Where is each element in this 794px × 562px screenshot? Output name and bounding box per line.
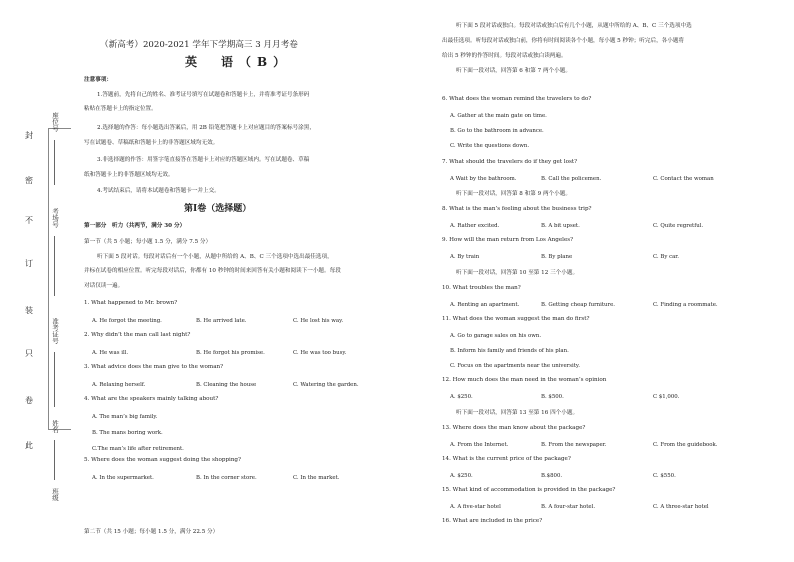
answer-option: C. $550. bbox=[653, 473, 676, 479]
volume-title: 第Ⅰ卷（选择题） bbox=[184, 204, 252, 214]
question-text: 5. Where does the woman suggest doing the shopping? bbox=[84, 457, 242, 463]
intro-line: 听下面 5 段对话或独白。每段对话或独白后有几个小题，从题中所给的 A、B、C 三个选项中选 bbox=[456, 23, 692, 29]
answer-option: B. From the newspaper. bbox=[541, 442, 607, 448]
name-blank bbox=[54, 440, 55, 480]
answer-option: B. A four-star hotel. bbox=[541, 504, 596, 510]
answer-option: A. Go to garage sales on his own. bbox=[450, 333, 542, 339]
seal-char: 装 bbox=[25, 306, 33, 315]
question-text: 8. What is the man’s feeling about the business trip? bbox=[442, 206, 592, 212]
answer-option: B. He forgot his promise. bbox=[196, 350, 265, 356]
question-text: 6. What does the woman remind the travelers to do? bbox=[442, 96, 592, 102]
answer-option: B. He arrived late. bbox=[196, 318, 247, 324]
answer-option: B. The mans boring work. bbox=[92, 430, 163, 436]
question-text: 16. What are included in the price? bbox=[442, 518, 543, 524]
answer-option: A. By train bbox=[450, 254, 480, 260]
question-text: 14. What is the current price of the package? bbox=[442, 456, 571, 462]
answer-option: B.$800. bbox=[541, 473, 563, 479]
part1-heading: 第一部分 听力（共两节，满分 30 分） bbox=[84, 223, 186, 229]
seal-char: 此 bbox=[25, 441, 33, 450]
notice-line: 1.答题前，先将自己的姓名、准考证号填写在试题卷和答题卡上，并将准考证号条形码 bbox=[97, 92, 310, 98]
binding-sidebar bbox=[0, 0, 70, 562]
exam-title: （新高考）2020-2021 学年下学期高三 3 月月考卷 bbox=[100, 40, 298, 50]
seal-char: 只 bbox=[25, 349, 33, 358]
binding-bracket bbox=[48, 128, 71, 430]
intro-note: 听下面一段对话，回答第 6 和第 7 两个小题。 bbox=[456, 68, 571, 74]
notice-line: 纸和答题卡上的非答题区域均无效。 bbox=[84, 172, 174, 178]
answer-option: C. By car. bbox=[653, 254, 680, 260]
admission-number-label: 准考证号 bbox=[51, 318, 59, 344]
question-text: 3. What advice does the man give to the woman? bbox=[84, 364, 224, 370]
instruction-line: 听下面 5 段对话。每段对话后有一个小题，从题中所给的 A、B、C 三个选项中选出最佳选项， bbox=[97, 254, 333, 260]
seal-char: 卷 bbox=[25, 396, 33, 405]
answer-option: C. Quite regretful. bbox=[653, 223, 704, 229]
seal-char: 密 bbox=[25, 176, 33, 185]
answer-option: A. $250. bbox=[450, 394, 473, 400]
answer-option: A. From the Internet. bbox=[450, 442, 509, 448]
answer-option: A. Gather at the main gate on time. bbox=[450, 113, 547, 119]
answer-option: A. $250. bbox=[450, 473, 473, 479]
answer-option: C. Focus on the apartments near the university. bbox=[450, 363, 580, 369]
question-text: 1. What happened to Mr. brown? bbox=[84, 300, 178, 306]
question-text: 12. How much does the man need in the woman’s opinion bbox=[442, 377, 607, 383]
question-text: 7. What should the travelers do if they get lost? bbox=[442, 159, 578, 165]
question-text: 10. What troubles the man? bbox=[442, 285, 521, 291]
answer-option: C. Contact the woman bbox=[653, 176, 714, 182]
admission-number-blank bbox=[54, 352, 55, 407]
instruction-line: 对话仅读一遍。 bbox=[84, 283, 124, 289]
listening-note: 听下面一段对话，回答第 13 至第 16 四个小题。 bbox=[456, 410, 579, 416]
listening-note: 听下面一段对话，回答第 10 至第 12 三个小题。 bbox=[456, 270, 579, 276]
seal-char: 不 bbox=[25, 216, 33, 225]
answer-option: B. A bit upset. bbox=[541, 223, 580, 229]
question-text: 15. What kind of accommodation is provided in the package? bbox=[442, 487, 616, 493]
answer-option: B. Cleaning the house bbox=[196, 382, 257, 388]
question-text: 13. Where does the man know about the package? bbox=[442, 425, 586, 431]
answer-option: B. Inform his family and friends of his plan. bbox=[450, 348, 569, 354]
answer-option: B. Call the policemen. bbox=[541, 176, 602, 182]
notice-line: 粘贴在答题卡上的指定位置。 bbox=[84, 106, 157, 112]
intro-line: 出最佳选项。听每段对话或独白前，你将有时间阅读各个小题，每小题 5 秒钟；听完后，各小题将 bbox=[442, 38, 685, 44]
exam-room-label: 考场号 bbox=[51, 208, 59, 228]
notice-line: 4.考试结束后，请将本试题卷和答题卡一并上交。 bbox=[97, 188, 220, 194]
answer-option: C. Write the questions down. bbox=[450, 143, 530, 149]
question-text: 4. What are the speakers mainly talking about? bbox=[84, 396, 219, 402]
answer-option: B. Go to the bathroom in advance. bbox=[450, 128, 544, 134]
section1-heading: 第一节（共 5 小题；每小题 1.5 分，满分 7.5 分） bbox=[84, 239, 212, 245]
answer-option: C.The man’s life after retirement. bbox=[92, 446, 184, 452]
exam-room-blank bbox=[54, 236, 55, 296]
answer-option: A. He was ill. bbox=[92, 350, 129, 356]
seat-number-label: 座位号 bbox=[51, 112, 59, 132]
answer-option: C. A three-star hotel bbox=[653, 504, 709, 510]
answer-option: C. Finding a roommate. bbox=[653, 302, 718, 308]
name-label: 姓名 bbox=[51, 420, 59, 433]
intro-line: 给出 5 秒钟的作答时间。每段对话或独白读两遍。 bbox=[442, 53, 567, 59]
answer-option: B. Getting cheap furniture. bbox=[541, 302, 615, 308]
question-text: 9. How will the man return from Los Angeles? bbox=[442, 237, 574, 243]
answer-option: C. He lost his way. bbox=[293, 318, 344, 324]
answer-option: A. The man’s big family. bbox=[92, 414, 158, 420]
seal-char: 封 bbox=[25, 131, 33, 140]
answer-option: A. A five-star hotel bbox=[450, 504, 501, 510]
answer-option: A Wait by the bathroom. bbox=[450, 176, 517, 182]
question-text: 2. Why didn’t the man call last night? bbox=[84, 332, 191, 338]
section2-heading: 第二节（共 15 小题；每小题 1.5 分，满分 22.5 分） bbox=[84, 529, 219, 535]
answer-option: A. In the supermarket. bbox=[92, 475, 154, 481]
answer-option: A. He forgot the meeting. bbox=[92, 318, 162, 324]
class-label: 班级 bbox=[51, 488, 59, 501]
notice-line: 3.非选择题的作答：用签字笔直接答在答题卡上对应的答题区域内。写在试题卷、草稿 bbox=[97, 157, 310, 163]
answer-option: A. Rather excited. bbox=[450, 223, 500, 229]
notice-heading: 注意事项： bbox=[84, 77, 112, 83]
seat-number-blank bbox=[54, 140, 55, 185]
answer-option: C. In the market. bbox=[293, 475, 340, 481]
answer-option: A. Renting an apartment. bbox=[450, 302, 520, 308]
notice-line: 写在试题卷、草稿纸和答题卡上的非答题区域均无效。 bbox=[84, 140, 219, 146]
answer-option: A. Relaxing herself. bbox=[92, 382, 146, 388]
question-text: 11. What does the woman suggest the man do first? bbox=[442, 316, 590, 322]
seal-char: 订 bbox=[25, 259, 33, 268]
answer-option: B. In the corner store. bbox=[196, 475, 257, 481]
answer-option: C. From the guidebook. bbox=[653, 442, 718, 448]
exam-subject: 英 语（B） bbox=[185, 55, 292, 69]
listening-note: 听下面一段对话，回答第 8 和第 9 两个小题。 bbox=[456, 191, 571, 197]
answer-option: C. Watering the garden. bbox=[293, 382, 359, 388]
answer-option: B. By plane bbox=[541, 254, 573, 260]
instruction-line: 并标在试卷的相应位置。听完每段对话后，你都有 10 秒钟的时间来回答有关小题和阅读下一小题。每段 bbox=[84, 268, 341, 274]
answer-option: B. $500. bbox=[541, 394, 564, 400]
answer-option: C. He was too busy. bbox=[293, 350, 347, 356]
answer-option: C $1,000. bbox=[653, 394, 680, 400]
notice-line: 2.选择题的作答：每小题选出答案后，用 2B 铅笔把答题卡上对应题目的答案标号涂黑， bbox=[97, 125, 315, 131]
